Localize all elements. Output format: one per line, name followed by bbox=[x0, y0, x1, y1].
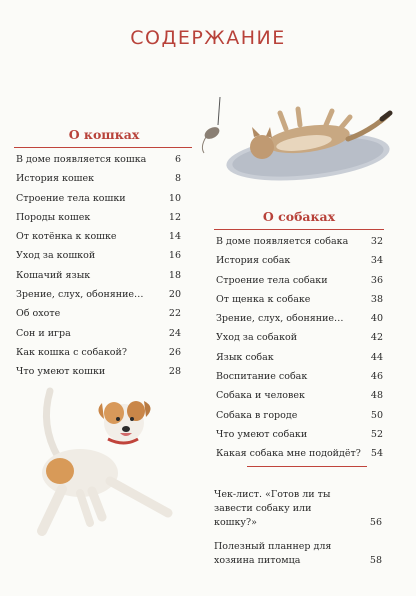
toc-entry-page: 8 bbox=[174, 173, 181, 185]
cats-toc-list bbox=[16, 150, 181, 382]
toc-entry[interactable] bbox=[16, 324, 181, 343]
toc-entry-label: Сон и игра bbox=[16, 327, 71, 339]
toc-entry-label: Собака в городе bbox=[216, 409, 298, 421]
cat-illustration bbox=[196, 95, 396, 195]
toc-entry-label: История кошек bbox=[16, 173, 95, 185]
toc-entry-label: История собак bbox=[216, 255, 291, 267]
toc-entry[interactable] bbox=[216, 348, 383, 367]
toc-entry-label: Уход за собакой bbox=[216, 332, 298, 344]
toc-entry-label: Воспитание собак bbox=[216, 371, 308, 383]
toc-entry[interactable] bbox=[216, 406, 383, 425]
toc-entry[interactable] bbox=[216, 309, 383, 328]
toc-entry-page: 18 bbox=[168, 269, 181, 281]
toc-entry-page: 24 bbox=[168, 327, 181, 339]
toc-entry-planner[interactable] bbox=[214, 540, 382, 568]
toc-entry-page: 56 bbox=[369, 517, 382, 528]
toc-entry-label: Полезный планнер для хозяина питомца bbox=[214, 541, 332, 566]
toc-entry[interactable] bbox=[216, 367, 383, 386]
toc-entry-label: Язык собак bbox=[216, 351, 274, 363]
toc-entry-page: 28 bbox=[168, 366, 181, 378]
toc-entry[interactable] bbox=[216, 271, 383, 290]
toc-entry[interactable] bbox=[16, 150, 181, 169]
toc-entry-label: Какая собака мне подойдёт? bbox=[216, 448, 361, 460]
toc-entry-label: Кошачий язык bbox=[16, 269, 91, 281]
toc-entry-label: Зрение, слух, обоняние… bbox=[16, 289, 144, 301]
toc-entry-label: Уход за кошкой bbox=[16, 250, 96, 262]
toc-entry-page: 36 bbox=[370, 274, 383, 286]
toc-entry[interactable] bbox=[16, 362, 181, 381]
toc-entry-label: В доме появляется собака bbox=[216, 236, 349, 247]
toc-entry-label: Что умеют кошки bbox=[16, 366, 106, 378]
dog-illustration bbox=[18, 385, 178, 545]
toc-entry-page: 44 bbox=[370, 351, 383, 363]
toc-entry-page: 26 bbox=[168, 346, 181, 358]
toc-entry-label: Об охоте bbox=[16, 308, 61, 320]
toc-entry[interactable] bbox=[216, 290, 383, 309]
toc-entry[interactable] bbox=[216, 232, 383, 251]
toc-entry[interactable] bbox=[216, 251, 383, 270]
toc-entry-page: 48 bbox=[370, 390, 383, 402]
toc-entry-page: 42 bbox=[370, 332, 383, 344]
dogs-section-heading: О собаках bbox=[262, 209, 336, 224]
toc-entry[interactable] bbox=[16, 304, 181, 323]
toc-entry-page: 46 bbox=[370, 371, 383, 383]
toc-entry-page: 16 bbox=[168, 250, 181, 262]
toc-entry[interactable] bbox=[16, 266, 181, 285]
toc-entry-label: Породы кошек bbox=[16, 211, 91, 223]
toc-entry[interactable] bbox=[16, 227, 181, 246]
toc-entry-page: 38 bbox=[370, 293, 383, 305]
cats-section-heading: О кошках bbox=[68, 127, 140, 142]
toc-entry[interactable] bbox=[16, 189, 181, 208]
toc-entry-page: 58 bbox=[369, 555, 382, 566]
toc-entry-page: 12 bbox=[168, 211, 181, 223]
toc-entry[interactable] bbox=[216, 444, 383, 463]
toc-entry[interactable] bbox=[16, 285, 181, 304]
extras-section-rule bbox=[247, 466, 367, 467]
toc-entry[interactable] bbox=[16, 208, 181, 227]
extras-toc-list bbox=[214, 488, 382, 578]
dogs-toc-list bbox=[216, 232, 383, 464]
toc-entry-label: От щенка к собаке bbox=[216, 293, 311, 305]
toc-entry-page: 20 bbox=[168, 289, 181, 301]
cats-section-rule bbox=[14, 147, 192, 148]
dogs-section-rule bbox=[214, 229, 384, 230]
toc-entry-page: 22 bbox=[168, 308, 181, 320]
toc-entry[interactable] bbox=[16, 343, 181, 362]
toc-entry-page: 34 bbox=[370, 255, 383, 267]
toc-entry-label: От котёнка к кошке bbox=[16, 231, 117, 243]
toc-entry-page: 52 bbox=[370, 428, 383, 440]
toc-entry-label: Строение тела собаки bbox=[216, 274, 328, 286]
page-title: СОДЕРЖАНИЕ bbox=[130, 27, 286, 49]
toc-entry[interactable] bbox=[216, 425, 383, 444]
toc-entry-label: Что умеют собаки bbox=[216, 428, 308, 440]
toc-entry-page: 50 bbox=[370, 409, 383, 421]
toc-entry-label: Как кошка с собакой? bbox=[16, 346, 127, 358]
toc-entry-label: В доме появляется кошка bbox=[16, 154, 147, 165]
toc-entry[interactable] bbox=[16, 169, 181, 188]
toc-entry[interactable] bbox=[216, 386, 383, 405]
toc-entry-page: 40 bbox=[370, 313, 383, 325]
toc-entry[interactable] bbox=[16, 246, 181, 265]
toc-entry[interactable] bbox=[216, 328, 383, 347]
toc-entry-page: 14 bbox=[168, 231, 181, 243]
toc-entry-page: 54 bbox=[370, 448, 383, 460]
toc-entry-page: 6 bbox=[174, 154, 181, 165]
toc-entry-label: Собака и человек bbox=[216, 390, 305, 402]
toc-entry-label: Чек-лист. «Готов ли ты завести собаку или кошку?» bbox=[214, 489, 331, 528]
toc-entry-label: Зрение, слух, обоняние… bbox=[216, 313, 344, 325]
toc-entry-page: 32 bbox=[370, 236, 383, 247]
toc-entry-checklist[interactable] bbox=[214, 488, 382, 530]
toc-entry-page: 10 bbox=[168, 192, 181, 204]
toc-entry-label: Строение тела кошки bbox=[16, 192, 126, 204]
